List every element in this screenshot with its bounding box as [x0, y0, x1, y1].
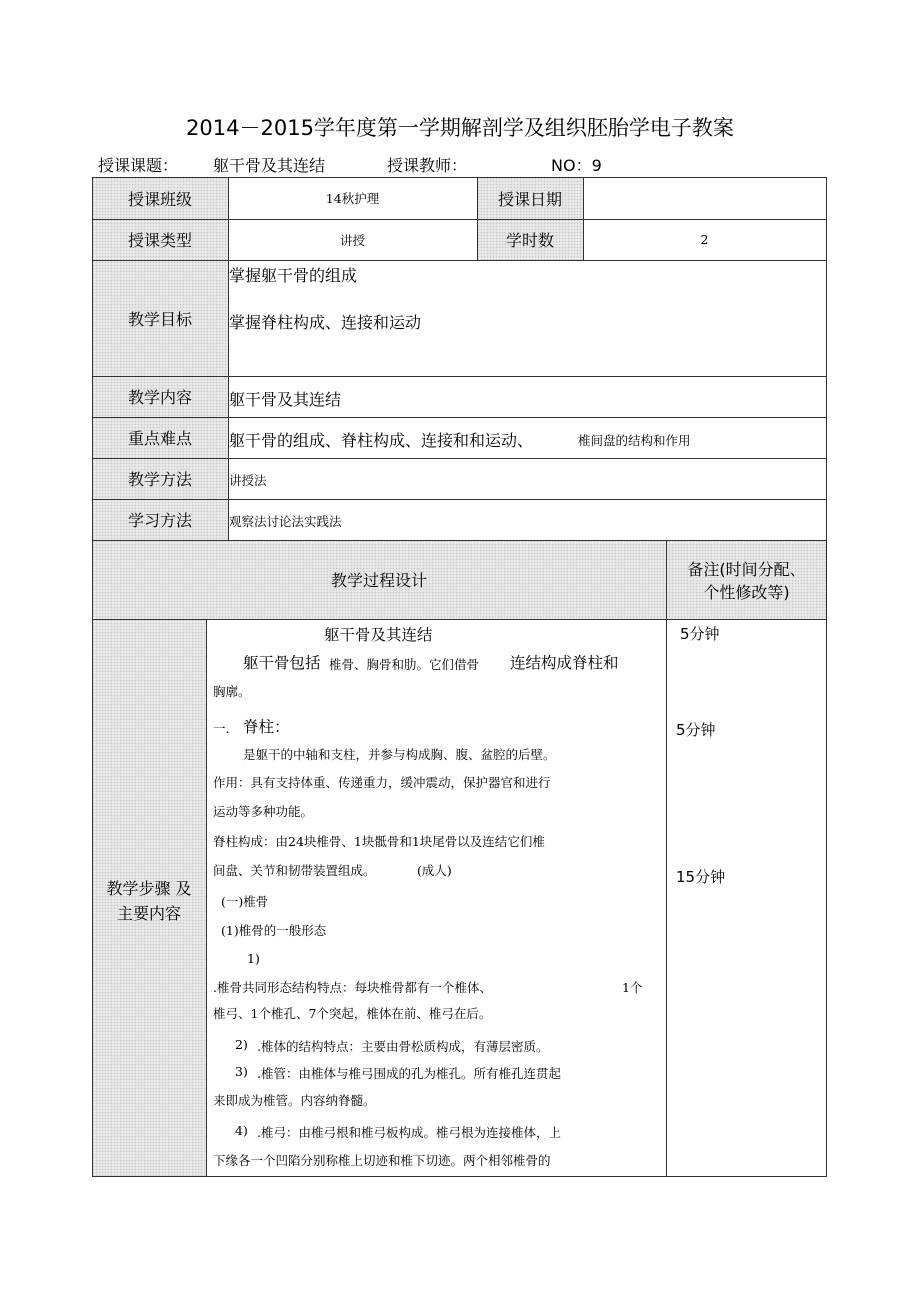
body-line-14b: .椎弓：由椎弓根和椎弓板构成。椎弓根为连接椎体，上 — [257, 1125, 561, 1140]
remark-header-line-1: 备注(时间分配、 — [687, 560, 806, 579]
section-1-number: 一. — [213, 721, 230, 736]
hours-value: 2 — [700, 232, 709, 247]
goal-item-2: 掌握脊柱构成、连接和运动 — [229, 313, 422, 332]
body-line-5b: (成人) — [417, 863, 452, 878]
body-line-8: 1) — [247, 951, 260, 966]
body-line-1: 是躯干的中轴和支柱，并参与构成胸、腹、盆腔的后壁。 — [243, 747, 556, 762]
body-line-10: 椎弓、1个椎孔、7个突起，椎体在前、椎弓在后。 — [213, 1006, 492, 1021]
time-note-2: 5分钟 — [676, 721, 716, 739]
body-line-6: (一)椎骨 — [221, 894, 269, 909]
body-line-5a: 间盘、关节和韧带装置组成。 — [213, 863, 376, 878]
body-line-3: 运动等多种功能。 — [213, 804, 314, 819]
time-note-1: 5分钟 — [680, 625, 720, 643]
body-line-12b: .椎管：由椎体与椎弓围成的孔为椎孔。所有椎孔连贯起 — [257, 1066, 561, 1081]
class-label: 授课班级 — [127, 189, 192, 209]
process-header: 教学过程设计 — [330, 571, 427, 590]
remark-header — [667, 558, 826, 604]
remark-header-line-2: 个性修改等) — [703, 583, 790, 602]
time-note-3: 15分钟 — [676, 868, 726, 886]
document-title: 2014－2015学年度第一学期解剖学及组织胚胎学电子教案 — [186, 116, 734, 140]
topic-label: 授课课题： — [98, 156, 179, 175]
body-line-2: 作用：具有支持体重、传递重力，缓冲震动，保护器官和进行 — [213, 775, 551, 790]
topic-value: 躯干骨及其连结 — [213, 156, 326, 175]
steps-label-line-2: 主要内容 — [116, 904, 181, 923]
study-label: 学习方法 — [127, 511, 192, 530]
hours-label: 学时数 — [505, 231, 554, 250]
steps-label — [92, 876, 206, 926]
body-line-7: (1)椎骨的一般形态 — [221, 923, 327, 938]
goal-label: 教学目标 — [127, 309, 192, 329]
method-value: 讲授法 — [229, 473, 267, 488]
key-value-a: 躯干骨的组成、脊柱构成、连接和和运动、 — [229, 431, 534, 450]
date-value — [583, 177, 826, 219]
body-p1-part-a: 躯干骨包括 — [243, 654, 321, 672]
body-p1-part-d: 胸廓。 — [213, 684, 251, 699]
body-line-14a: 4) — [235, 1123, 248, 1138]
body-heading: 躯干骨及其连结 — [324, 626, 433, 644]
key-value-b: 椎间盘的结构和作用 — [578, 433, 691, 448]
number-label: NO：9 — [551, 156, 602, 175]
body-p1-part-c: 连结构成脊柱和 — [510, 654, 619, 672]
body-line-9b: 1个 — [622, 980, 643, 995]
section-1-title: 脊柱： — [243, 718, 290, 736]
type-label: 授课类型 — [127, 231, 192, 250]
body-line-13: 来即成为椎管。内容纳脊髓。 — [213, 1093, 376, 1108]
method-label: 教学方法 — [127, 470, 192, 489]
teacher-label: 授课教师： — [387, 156, 468, 175]
body-line-11b: .椎体的结构特点：主要由骨松质构成，有薄层密质。 — [257, 1039, 549, 1054]
content-label: 教学内容 — [127, 388, 192, 407]
body-line-4: 脊柱构成：由24块椎骨、1块骶骨和1块尾骨以及连结它们椎 — [213, 834, 545, 849]
date-label: 授课日期 — [497, 189, 562, 209]
class-value: 14秋护理 — [325, 191, 380, 206]
key-label: 重点难点 — [127, 429, 192, 448]
goal-item-1: 掌握躯干骨的组成 — [229, 266, 358, 285]
body-p1-part-b: 椎骨、胸骨和肋。它们借骨 — [329, 657, 480, 672]
type-value: 讲授 — [339, 232, 365, 248]
steps-label-line-1: 教学步骤 及 — [106, 879, 192, 898]
body-line-11a: 2) — [235, 1037, 248, 1052]
body-line-15: 下缘各一个凹陷分别称椎上切迹和椎下切迹。两个相邻椎骨的 — [213, 1153, 551, 1168]
body-line-12a: 3) — [235, 1064, 248, 1079]
body-line-9a: .椎骨共同形态结构特点：每块椎骨都有一个椎体、 — [213, 980, 492, 995]
content-value: 躯干骨及其连结 — [229, 390, 342, 409]
study-value: 观察法讨论法实践法 — [229, 514, 342, 529]
